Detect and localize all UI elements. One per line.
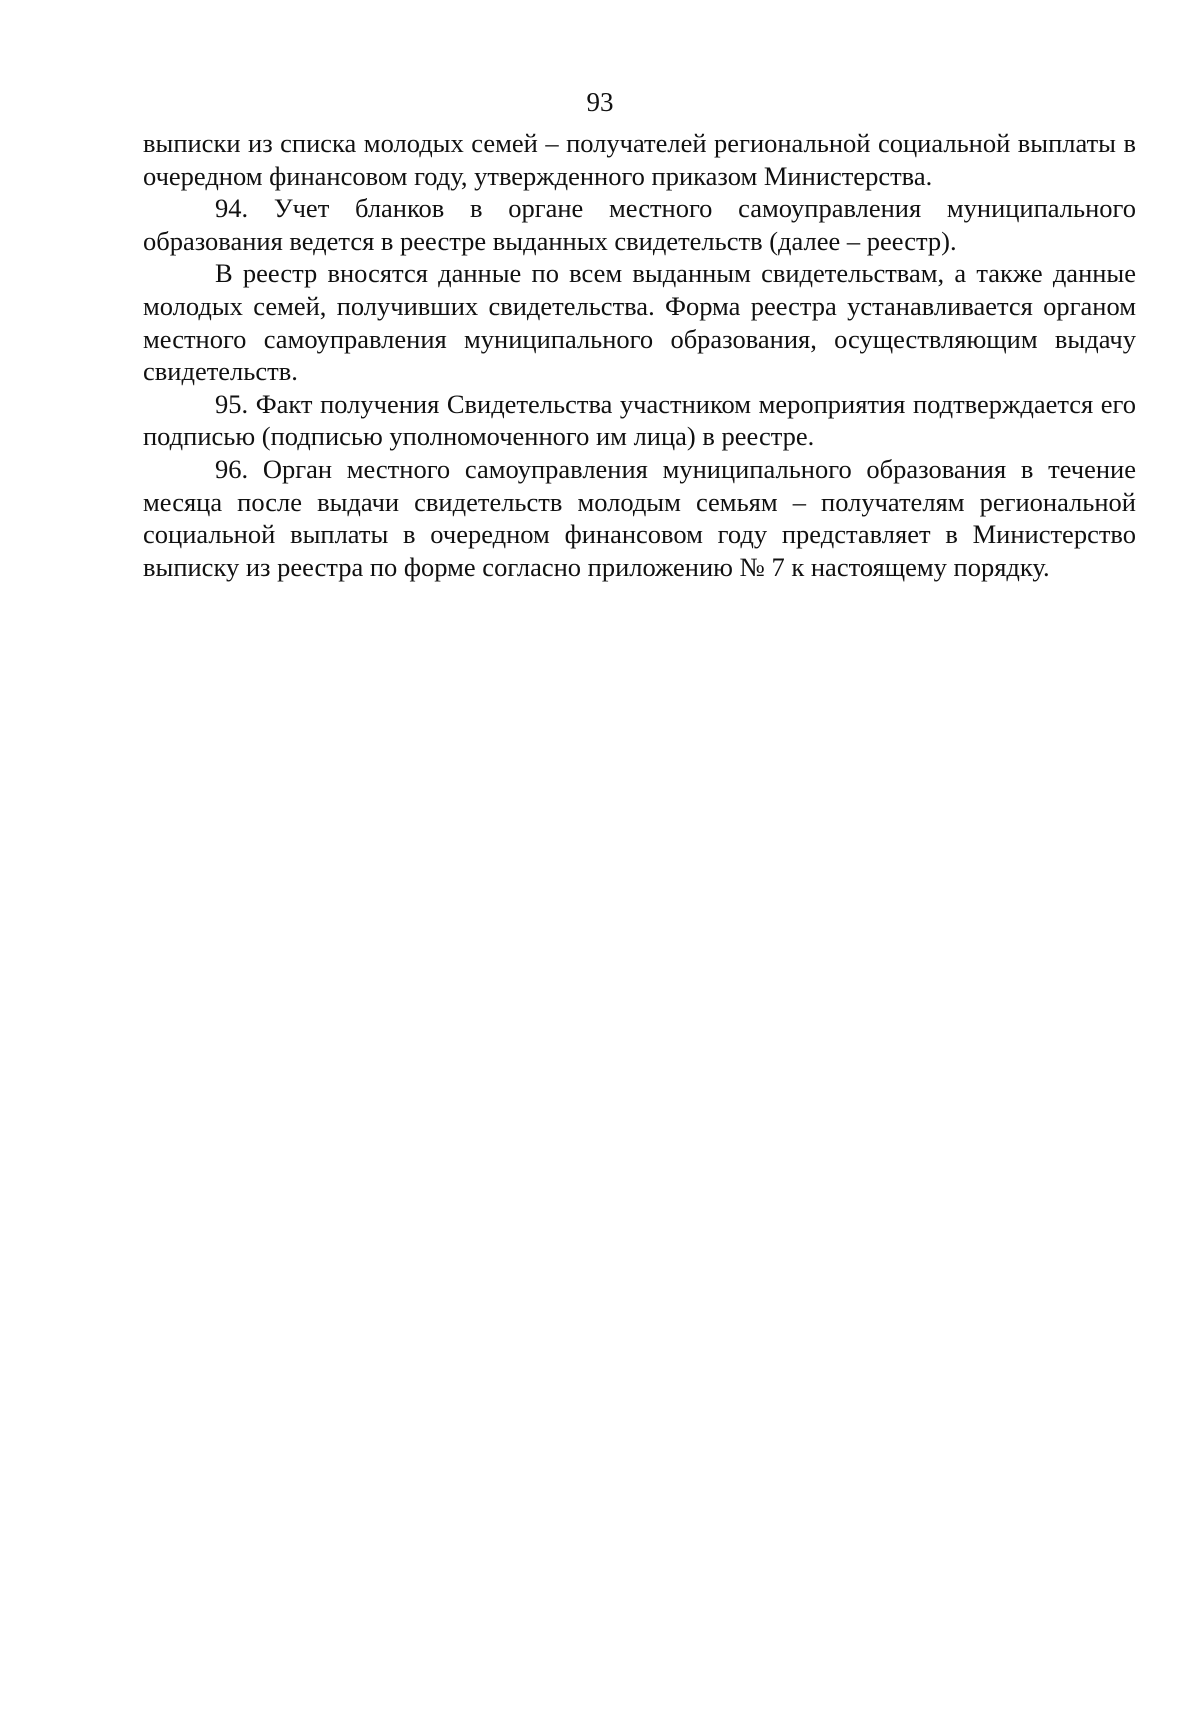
paragraph-95: 95. Факт получения Свидетельства участником мероприятия подтверждается его подписью (подписью уполномоченного им лица) в реестре. (143, 388, 1136, 452)
document-body (143, 127, 1136, 583)
paragraph-96: 96. Орган местного самоуправления муниципального образования в течение месяца после выдачи свидетельств молодым семьям – получателям региональной социальной выплаты в очередном финансовом году представляет в Министерство выписку из реестра по форме согласно приложению № 7 к настоящему порядку. (143, 453, 1136, 582)
paragraph-94: 94. Учет бланков в органе местного самоуправления муниципального образования ведется в реестре выданных свидетельств (далее – реестр). (143, 193, 1136, 256)
paragraph-registry-details: В реестр вносятся данные по всем выданным свидетельствам, а также данные молодых семей, получивших свидетельства. Форма реестра устанавливается органом местного самоуправления муниципального образования, осуществляющим выдачу свидетельств. (143, 258, 1136, 387)
paragraph-continuation: выписки из списка молодых семей – получателей региональной социальной выплаты в очередном финансовом году, утвержденного приказом Министерства. (143, 128, 1136, 191)
page-number: 93 (586, 87, 614, 117)
